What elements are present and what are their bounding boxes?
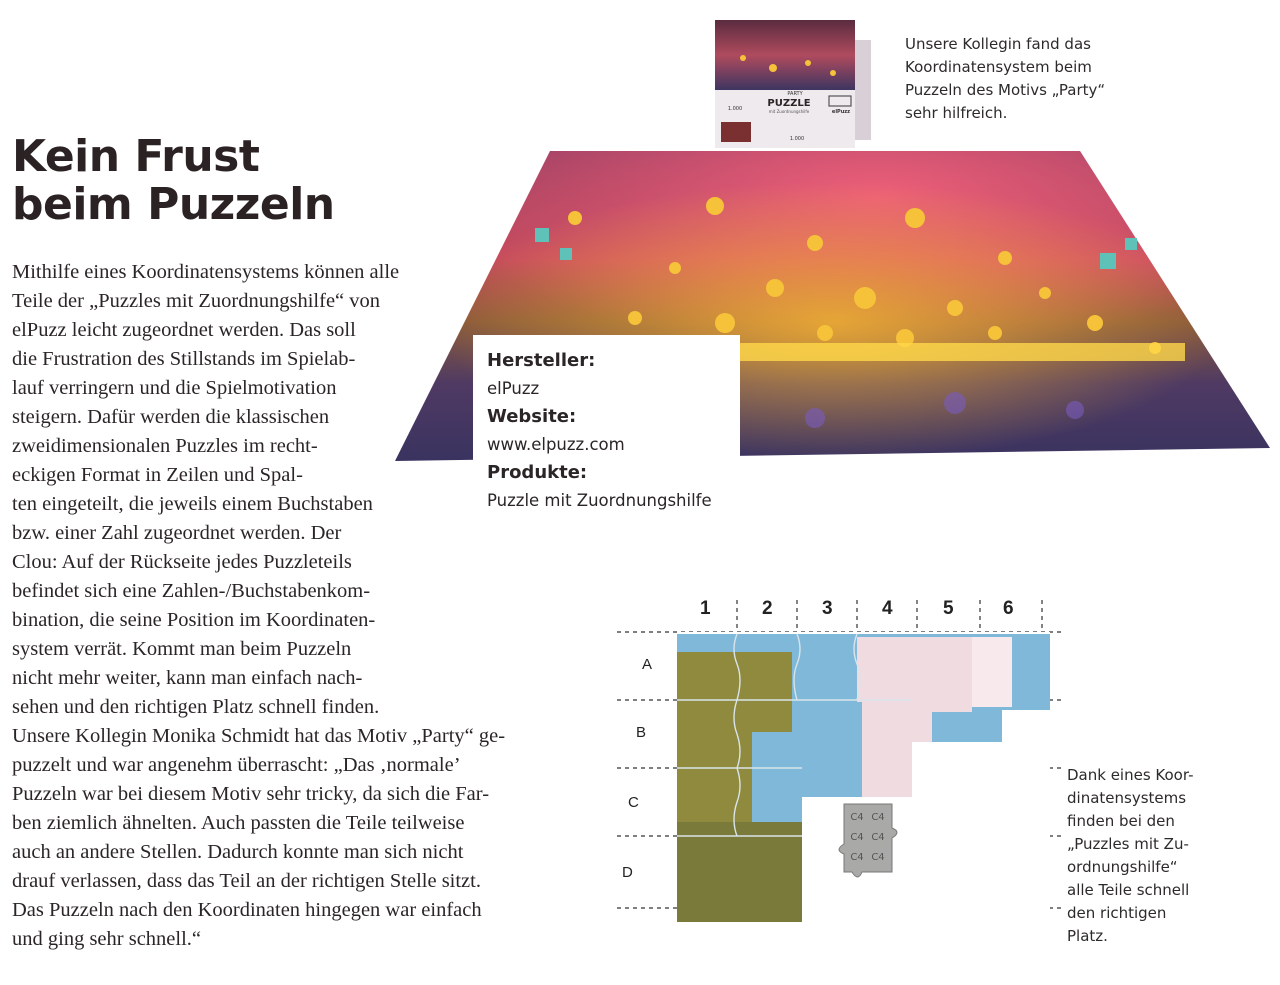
caption-bottom-line: Dank eines Koor- [1067,766,1194,784]
caption-bottom [1067,764,1193,948]
caption-bottom-line: den richtigen [1067,904,1167,922]
piece-code: C4 [871,832,885,843]
article-body [12,258,612,954]
body-line: Das Puzzeln nach den Koordinaten hingegen war einfach [12,899,482,921]
grid-column-label: 4 [882,598,893,619]
caption-bottom-line: dinatensystems [1067,789,1187,807]
body-line: auch an andere Stellen. Dadurch konnte man sich nicht [12,841,464,863]
title-line-1: Kein Frust [12,131,260,182]
body-line: sehen und den richtigen Platz schnell finden. [12,696,380,718]
box-subtitle: mit Zuordnungshilfe [768,109,810,114]
caption-bottom-line: ordnungshilfe“ [1067,858,1178,876]
article-title [12,133,335,229]
puzzle-box-photo [713,18,873,150]
body-line: eckigen Format in Zeilen und Spal- [12,464,303,486]
caption-top-line: Koordinatensystem beim [905,58,1092,76]
grid-row-label: D [622,864,633,881]
manufacturer-label: Hersteller: [487,350,596,371]
caption-top-line: Unsere Kollegin fand das [905,35,1091,53]
body-line: drauf verlassen, dass das Teil an der richtigen Stelle sitzt. [12,870,481,892]
body-line: die Frustration des Stillstands im Spielab- [12,348,356,370]
caption-top-line: sehr hilfreich. [905,104,1008,122]
box-brand: elPuzz [831,109,851,115]
caption-bottom-line: „Puzzles mit Zu- [1067,835,1189,853]
body-line: Puzzeln war bei diesem Motiv sehr tricky, da sich die Far- [12,783,490,805]
caption-bottom-line: Platz. [1067,927,1108,945]
body-line: Teile der „Puzzles mit Zuordnungshilfe“ von [12,290,381,312]
grid-row-label: B [636,724,647,741]
body-line: bination, die seine Position im Koordinaten- [12,609,376,631]
grid-column-label: 3 [822,598,833,619]
caption-bottom-line: finden bei den [1067,812,1175,830]
products-value: Puzzle mit Zuordnungshilfe [487,491,712,510]
body-line: ten eingeteilt, die jeweils einem Buchstaben [12,493,373,515]
body-line: system verrät. Kommt man beim Puzzeln [12,638,352,660]
body-line: puzzelt und war angenehm überrascht: „Das ‚normale’ [12,754,461,776]
grid-column-label: 6 [1003,598,1014,619]
title-line-2: beim Puzzeln [12,179,335,230]
body-line: ben ziemlich ähnelten. Auch passten die Teile teilweise [12,812,465,834]
caption-top-line: Puzzeln des Motivs „Party“ [905,81,1106,99]
piece-code: C4 [850,812,864,823]
website-value: www.elpuzz.com [487,435,625,454]
puzzle-piece-back-icon [839,804,897,877]
manufacturer-value: elPuzz [487,379,540,398]
grid-row-label: C [628,794,639,811]
body-line: elPuzz leicht zugeordnet werden. Das soll [12,319,356,341]
piece-code: C4 [850,832,864,843]
box-top-label: PARTY [787,91,803,97]
body-line: befindet sich eine Zahlen-/Buchstabenkom- [12,580,371,602]
body-line: Unsere Kollegin Monika Schmidt hat das Motiv „Party“ ge- [12,725,506,747]
products-label: Produkte: [487,462,588,483]
box-count-left: 1.000 [727,106,743,112]
website-label: Website: [487,406,577,427]
body-line: Clou: Auf der Rückseite jedes Puzzleteils [12,551,352,573]
body-line: Mithilfe eines Koordinatensystems können alle [12,261,400,283]
piece-code: C4 [871,852,885,863]
body-line: und ging sehr schnell.“ [12,928,202,950]
grid-column-label: 2 [762,598,773,619]
grid-column-label: 5 [943,598,954,619]
box-product-name: PUZZLE [767,98,811,109]
body-line: steigern. Dafür werden die klassischen [12,406,330,428]
body-line: lauf verringern und die Spielmotivation [12,377,337,399]
piece-code: C4 [871,812,885,823]
caption-bottom-line: alle Teile schnell [1067,881,1190,899]
box-count-bottom: 1.000 [789,136,805,142]
caption-top [905,33,1105,125]
body-line: nicht mehr weiter, kann man einfach nach- [12,667,363,689]
coordinate-grid-illustration [612,592,1062,932]
grid-column-label: 1 [700,598,711,619]
piece-code: C4 [850,852,864,863]
grid-row-label: A [642,656,653,673]
body-line: zweidimensionalen Puzzles im recht- [12,435,318,457]
body-line: bzw. einer Zahl zugeordnet werden. Der [12,522,342,544]
